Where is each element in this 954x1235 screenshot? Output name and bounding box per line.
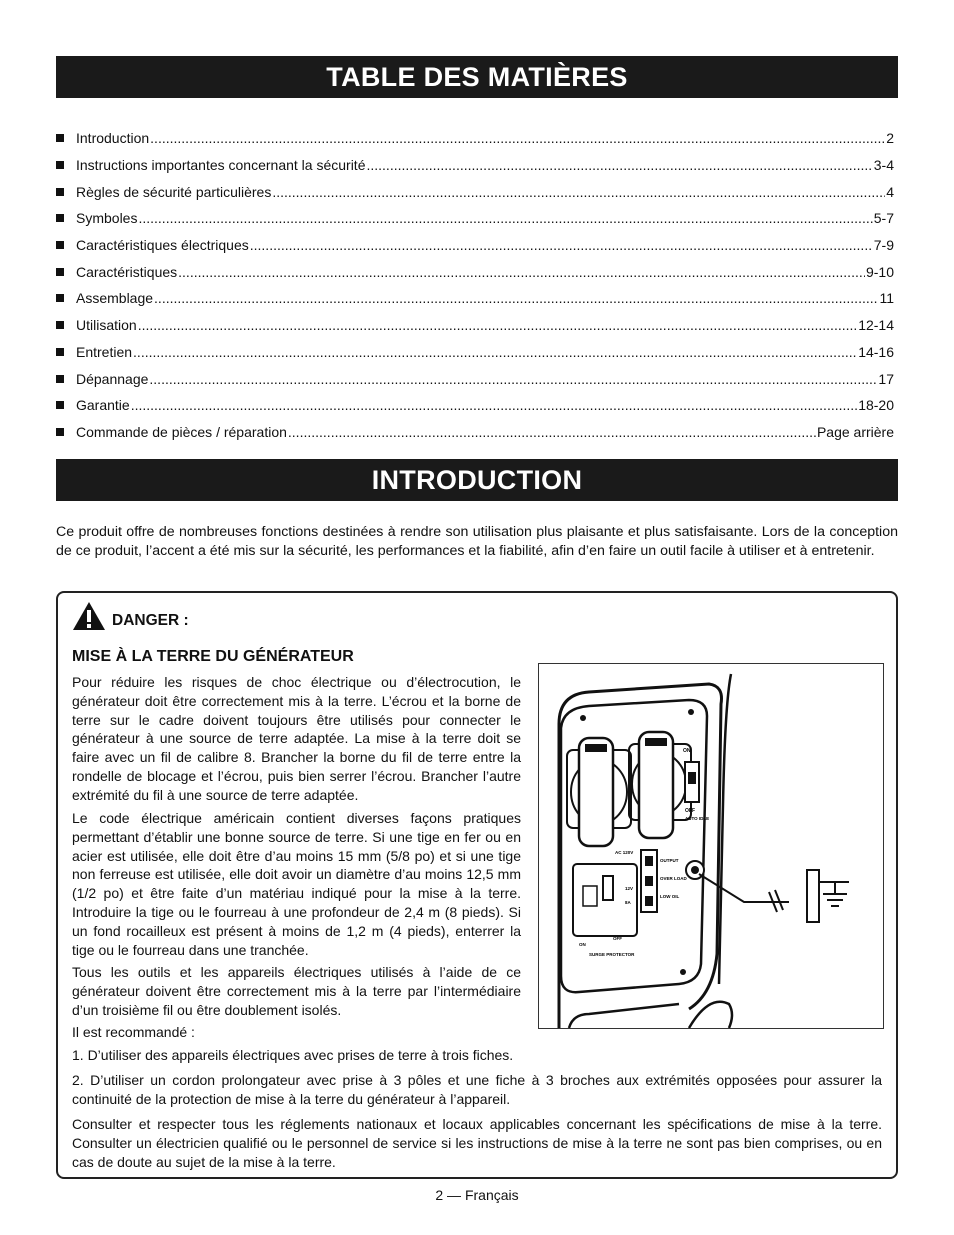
danger-header — [72, 601, 189, 631]
label-off: OFF — [685, 808, 695, 814]
toc-item — [56, 258, 894, 285]
toc-item-page: 2 — [886, 130, 894, 147]
toc-leader-dots — [250, 237, 873, 253]
toc-item-label: Introduction — [76, 130, 150, 147]
toc-item-page: 18-20 — [858, 397, 894, 414]
toc-item-page: 12-14 — [858, 317, 894, 334]
toc-item-label: Dépannage — [76, 370, 149, 387]
label-output: OUTPUT — [660, 858, 679, 863]
introduction-text: Ce produit offre de nombreuses fonctions destinées à rendre son utilisation plus plaisante et plus satisfaisante. Lors de la conception de ce produit, l’accent a été mis sur la sécurité, les performances et la fiabilité, afin d’en faire un outil facile à utiliser et à entretenir. — [56, 524, 898, 559]
toc-item — [56, 125, 894, 152]
warning-icon — [72, 601, 106, 631]
toc-item-label: Instructions importantes concernant la sécurité — [76, 157, 366, 174]
toc-leader-dots — [288, 424, 816, 440]
introduction-title: INTRODUCTION — [56, 459, 898, 501]
grounding-list-item-2: 2. D’utiliser un cordon prolongateur avec prise à 3 pôles et une fiche à 3 broches aux extrémités opposées pour assurer la continuité de la protection de mise à la terre du générateur à l’appareil. — [72, 1072, 882, 1107]
toc-item-page: 9-10 — [865, 263, 894, 280]
toc-leader-dots — [272, 184, 885, 200]
toc-leader-dots — [138, 210, 872, 226]
grounding-subtitle: MISE À LA TERRE DU GÉNÉRATEUR — [72, 648, 354, 665]
toc-item-label: Entretien — [76, 343, 133, 360]
toc-item-page: Page arrière — [816, 423, 894, 440]
toc-item-page: 7-9 — [873, 237, 894, 254]
bullet-square-icon — [56, 134, 64, 142]
toc-item — [56, 178, 894, 205]
label-auto-idle: AUTO IDLE — [685, 816, 710, 821]
toc-leader-dots — [154, 290, 878, 306]
toc-item — [56, 419, 894, 446]
bullet-square-icon — [56, 161, 64, 169]
bullet-square-icon — [56, 348, 64, 356]
grounding-list-item-1: 1. D’utiliser des appareils électriques avec prises de terre à trois fiches. — [72, 1047, 514, 1063]
bullet-square-icon — [56, 188, 64, 196]
toc-item-label: Règles de sécurité particulières — [76, 183, 272, 200]
label-8a: 8A — [625, 900, 631, 905]
toc-item — [56, 285, 894, 312]
grounding-paragraph-3: Tous les outils et les appareils électriques utilisés à l’aide de ce générateur doivent être correctement mis à la terre par l’intermédiaire d’un troisième fil ou être doublement isolés. — [72, 964, 521, 1018]
label-on: ON — [683, 748, 691, 754]
toc-item — [56, 392, 894, 419]
toc-leader-dots — [366, 157, 872, 173]
label-surge-on: ON — [579, 942, 586, 947]
toc-list — [56, 125, 894, 445]
toc-item — [56, 365, 894, 392]
bullet-square-icon — [56, 214, 64, 222]
toc-item-page: 3-4 — [873, 157, 894, 174]
danger-label: DANGER : — [112, 612, 189, 629]
bullet-square-icon — [56, 321, 64, 329]
toc-item-label: Utilisation — [76, 317, 137, 334]
grounding-paragraph-2: Le code électrique américain contient diverses façons pratiques permettant d’établir une bonne source de terre. Si une tige en fer ou en acier est utilisée, elle doit être d’au moins 15 mm (5/8 po) et si une tige non ferreuse est utilisée, elle doit avoir un diamètre d’au moins 12,5 mm (1/2 po) et être faite d’un matériau indiqué pour la mise à la terre. Introduire la tige ou le fourreau à une profondeur de 2,4 m (8 pieds). Si un fond rocailleux est présent à moins de 1,2 m (4 pieds), enterrer la tige ou le fourreau dans une tranchée. — [72, 810, 521, 958]
generator-panel-drawing — [539, 664, 883, 1028]
grounding-paragraph-5: Consulter et respecter tous les réglements nationaux et locaux applicables concernant les spécifications de mise à la terre. Consulter un électricien qualifié ou le personnel de service si les instructions de mise à la terre ne sont pas bien comprises, ou en cas de doute au sujet de la mise à la terre. — [72, 1116, 882, 1170]
toc-item-label: Commande de pièces / réparation — [76, 423, 287, 440]
bullet-square-icon — [56, 268, 64, 276]
bullet-square-icon — [56, 375, 64, 383]
label-surge-protector: SURGE PROTECTOR — [589, 952, 635, 957]
toc-item-page: 11 — [879, 290, 894, 307]
toc-item-label: Caractéristiques — [76, 263, 178, 280]
label-ac-120v: AC 120V — [615, 850, 634, 855]
toc-leader-dots — [133, 344, 857, 360]
toc-item-label: Caractéristiques électriques — [76, 237, 249, 254]
toc-item-page: 14-16 — [858, 343, 894, 360]
toc-item — [56, 152, 894, 179]
page-number: 2 — Français — [435, 1187, 519, 1203]
toc-leader-dots — [149, 371, 877, 387]
toc-item-page: 4 — [886, 183, 894, 200]
danger-box — [56, 591, 898, 1179]
toc-item-page: 5-7 — [873, 210, 894, 227]
toc-item — [56, 312, 894, 339]
toc-title: TABLE DES MATIÈRES — [56, 56, 898, 98]
grounding-paragraph-4: Il est recommandé : — [72, 1024, 195, 1040]
toc-item-label: Garantie — [76, 397, 130, 414]
bullet-square-icon — [56, 294, 64, 302]
bullet-square-icon — [56, 428, 64, 436]
bullet-square-icon — [56, 401, 64, 409]
toc-item — [56, 339, 894, 366]
label-12v: 12V — [625, 886, 634, 891]
toc-item-page: 17 — [878, 370, 894, 387]
toc-item — [56, 232, 894, 259]
grounding-paragraph-1: Pour réduire les risques de choc électrique ou d’électrocution, le générateur doit être correctement mis à la terre. L’écrou et la borne de terre sur le cadre doivent toujours être utilisés pour connecter le générateur à une source de terre adaptée. La mise à la terre doit se faire avec un fil de calibre 8. Brancher la borne du fil de terre entre la rondelle de blocage et l’écrou, puis bien serrer l’écrou. Brancher l’autre extrémité du fil à une source de terre adaptée. — [72, 674, 521, 803]
label-overload: OVER LOAD — [660, 876, 687, 881]
toc-item — [56, 205, 894, 232]
bullet-square-icon — [56, 241, 64, 249]
toc-leader-dots — [150, 130, 885, 146]
label-surge-off: OFF — [613, 936, 622, 941]
toc-leader-dots — [138, 317, 857, 333]
generator-grounding-illustration — [538, 663, 884, 1029]
toc-leader-dots — [178, 264, 865, 280]
toc-leader-dots — [131, 397, 857, 413]
toc-item-label: Symboles — [76, 210, 138, 227]
toc-item-label: Assemblage — [76, 290, 154, 307]
label-low-oil: LOW OIL — [660, 894, 680, 899]
